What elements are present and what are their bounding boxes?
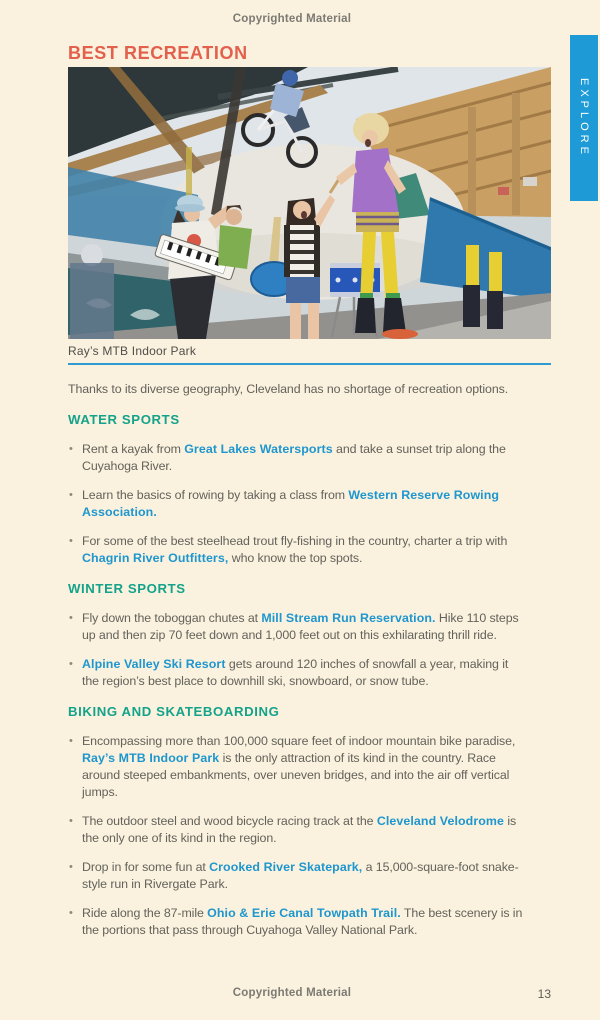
place-link[interactable]: Chagrin River Outfitters, <box>82 551 229 565</box>
intro-paragraph: Thanks to its diverse geography, Cleveland has no shortage of recreation options. <box>68 382 509 396</box>
bullet-item <box>68 905 527 939</box>
bullet-text-pre: The outdoor steel and wood bicycle racing track at the <box>82 814 377 828</box>
page-number: 13 <box>537 987 551 1001</box>
bullet-text-post: is the only attraction of its kind in the country. Race around steeped embankments, over uneven bridges, and into the air off vertical jumps. <box>82 751 510 799</box>
bullet-text-post: Hike 110 steps up and then zip 70 feet down and 1,000 feet out on this exhilarating thrill ride. <box>82 611 519 642</box>
page-title: BEST RECREATION <box>68 43 551 73</box>
bullet-item <box>68 487 527 521</box>
tab-explore[interactable] <box>570 35 598 201</box>
bullet-item <box>68 733 527 801</box>
bullet-text-pre: For some of the best steelhead trout fly-fishing in the country, charter a trip with <box>82 534 508 548</box>
bullet-item <box>68 656 527 690</box>
place-link[interactable]: Crooked River Skatepark, <box>209 860 363 874</box>
place-link[interactable]: Ohio & Erie Canal Towpath Trail. <box>207 906 401 920</box>
bullet-text-pre: Drop in for some fun at <box>82 860 210 874</box>
bullet-text-pre: Fly down the toboggan chutes at <box>82 611 262 625</box>
bullet-item <box>68 533 527 567</box>
bullet-item <box>68 813 527 847</box>
bullet-text-post: The best scenery is in the portions that pass through Cuyahoga Valley National Park. <box>82 906 523 937</box>
place-link[interactable]: Mill Stream Run Reservation. <box>261 611 436 625</box>
place-link[interactable]: Cleveland Velodrome <box>376 814 505 828</box>
place-link[interactable]: Western Reserve Rowing Association. <box>82 488 500 519</box>
topic-section <box>68 580 527 690</box>
copyright-note-bottom: Copyrighted Material <box>232 987 352 999</box>
section-heading: WINTER SPORTS <box>68 581 186 596</box>
page-content <box>68 381 527 951</box>
bullet-item <box>68 610 527 644</box>
photo-illustration <box>68 67 551 339</box>
place-link[interactable]: Great Lakes Watersports <box>184 442 333 456</box>
place-link[interactable]: Ray’s MTB Indoor Park <box>82 751 220 765</box>
place-link[interactable]: Alpine Valley Ski Resort <box>82 657 226 671</box>
tab-explore-label: EXPLORE <box>578 78 590 158</box>
photo-caption: Ray’s MTB Indoor Park <box>68 344 551 365</box>
topic-section <box>68 411 527 567</box>
bullet-text-post: and take a sunset trip along the Cuyahoga River. <box>82 442 506 473</box>
bullet-item <box>68 441 527 475</box>
photo <box>68 67 551 339</box>
bullet-list <box>68 441 527 567</box>
bullet-text-pre: Ride along the 87-mile <box>82 906 208 920</box>
bullet-text-post: is the only one of its kind in the region. <box>82 814 517 845</box>
sections-container <box>68 411 527 939</box>
bullet-text-pre: Learn the basics of rowing by taking a class from <box>82 488 349 502</box>
bullet-list <box>68 610 527 690</box>
copyright-note-top: Copyrighted Material <box>232 13 352 25</box>
bullet-text-pre: Rent a kayak from <box>82 442 185 456</box>
bullet-item <box>68 859 527 893</box>
bullet-text-post: a 15,000-square-foot snake-style run in Rivergate Park. <box>82 860 519 891</box>
section-heading: WATER SPORTS <box>68 412 180 427</box>
topic-section <box>68 703 527 939</box>
bullet-text-post: who know the top spots. <box>228 551 363 565</box>
bullet-text-pre: Encompassing more than 100,000 square feet of indoor mountain bike paradise, <box>82 734 516 748</box>
section-heading: BIKING AND SKATEBOARDING <box>68 704 280 719</box>
bullet-list <box>68 733 527 939</box>
bullet-text-post: gets around 120 inches of snowfall a year, making it the region’s best place to downhill ski, snowboard, or snow tube. <box>82 657 509 688</box>
